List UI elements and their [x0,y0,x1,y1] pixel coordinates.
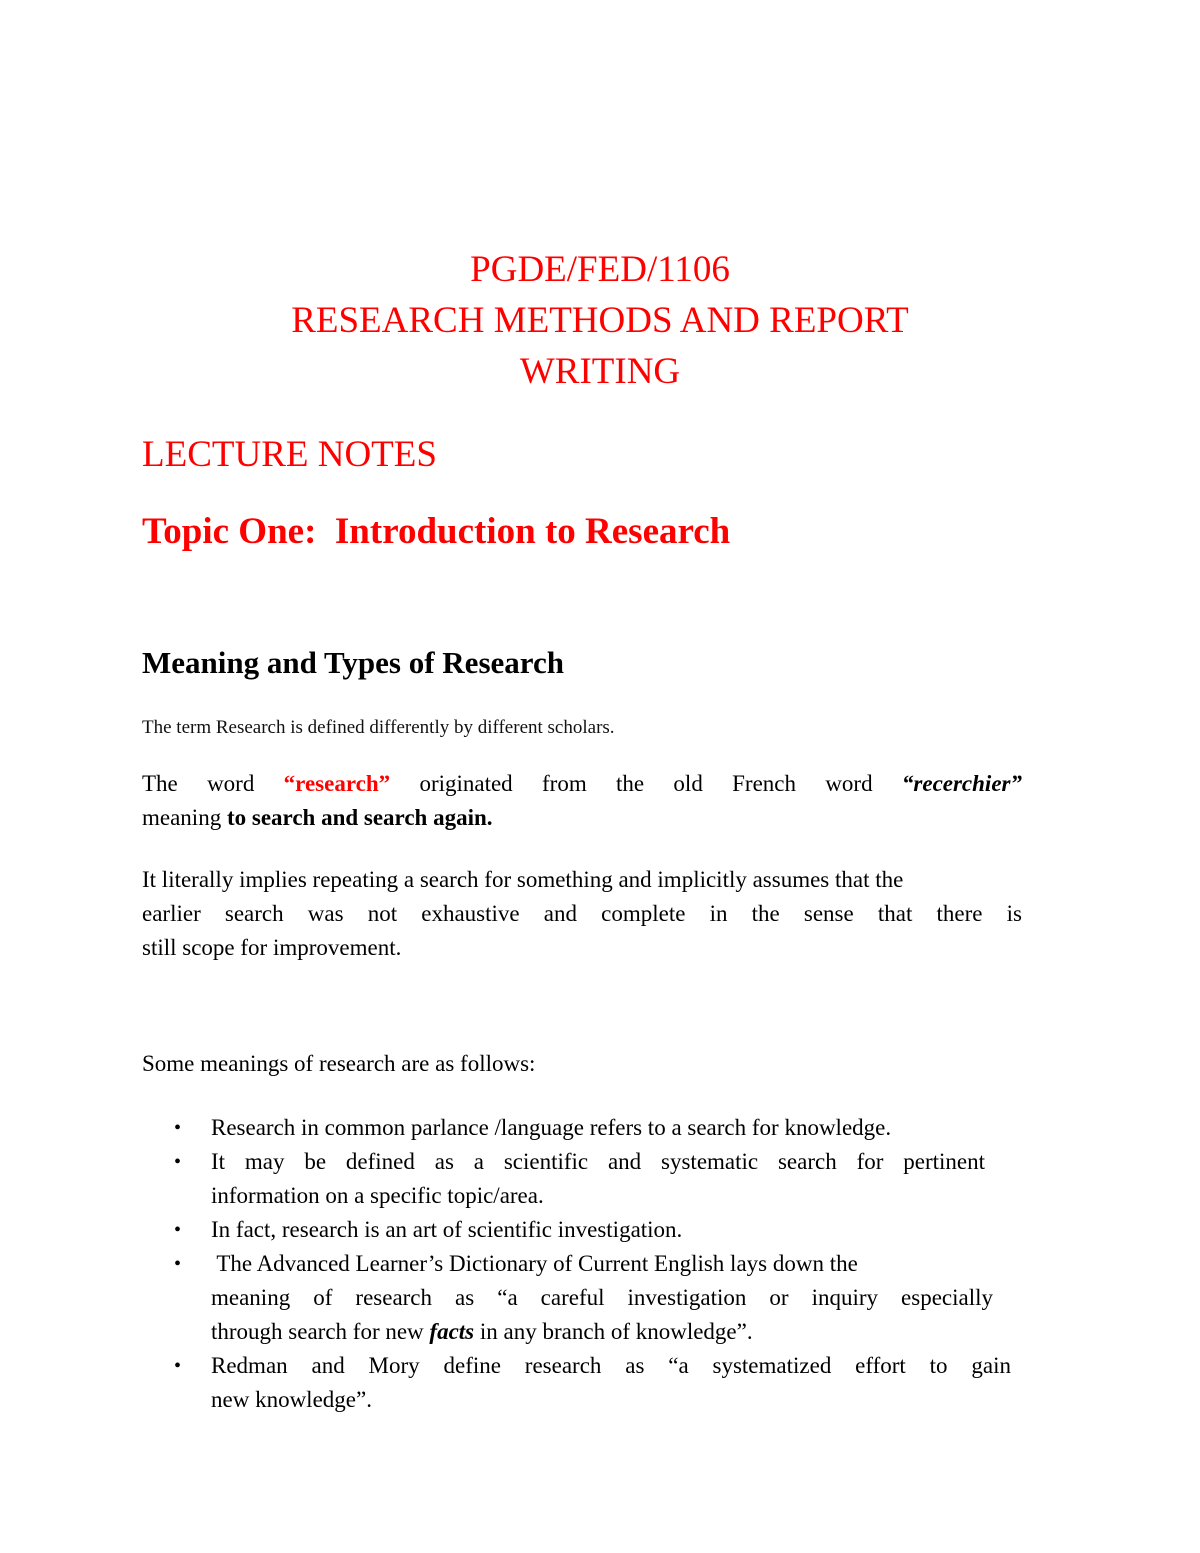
research-word: “research” [283,771,391,796]
bullet-icon: • [174,1151,182,1173]
french-word: “recerchier” [901,771,1022,796]
course-title-line-1: RESEARCH METHODS AND REPORT [291,300,909,341]
topic-heading: Topic One: Introduction to Research [142,511,731,552]
list-item-text: The Advanced Learner’s Dictionary of Current English lays down the [211,1251,858,1276]
lecture-notes-heading: LECTURE NOTES [142,434,437,475]
paragraph-implication-line-2: earlier search was not exhaustive and complete in the sense that there is [142,901,1022,926]
text-segment: originated from the old French word [390,771,902,796]
list-item-text: It may be defined as a scientific and systematic search for pertinent [211,1149,985,1174]
list-item [142,1349,1022,1417]
list-item-text: Research in common parlance /language refers to a search for knowledge. [211,1115,892,1140]
list-item [142,1111,1022,1145]
intro-sentence: The term Research is defined differently by different scholars. [142,717,615,738]
section-heading: Meaning and Types of Research [142,645,564,680]
paragraph-implication-line-1: It literally implies repeating a search for something and implicitly assumes that the [142,867,904,892]
bullet-icon: • [174,1253,182,1275]
text-segment: meaning [142,805,227,830]
list-item-text: meaning of research as “a careful investigation or inquiry especially [211,1285,993,1310]
bullet-icon: • [174,1355,182,1377]
paragraph-etymology [142,767,1022,835]
list-item-text [211,1315,1022,1349]
paragraph-implication [142,863,1022,965]
text-segment: The word [142,771,284,796]
list-item-text: information on a specific topic/area. [211,1183,544,1208]
text-segment: in any branch of knowledge”. [474,1319,753,1344]
meanings-list [142,1111,1022,1417]
list-item-text: new knowledge”. [211,1387,372,1412]
course-code: PGDE/FED/1106 [470,249,730,290]
text-segment: . [486,805,493,830]
list-item-text: In fact, research is an art of scientific investigation. [211,1217,683,1242]
facts-emphasis: facts [429,1319,475,1344]
bullet-icon: • [174,1219,182,1241]
list-item [142,1247,1022,1349]
list-item-text: Redman and Mory define research as “a systematized effort to gain [211,1353,1011,1378]
bullet-icon: • [174,1117,182,1139]
paragraph-etymology-line-1 [142,767,1022,801]
text-segment: through search for new [211,1319,430,1344]
list-item [142,1145,1022,1213]
meanings-intro: Some meanings of research are as follows: [142,1051,536,1076]
meaning-emphasis: to search and search again [226,805,487,830]
list-item [142,1213,1022,1247]
course-title-line-2: WRITING [519,351,681,392]
paragraph-implication-line-3: still scope for improvement. [142,935,402,960]
title-block [0,244,1200,397]
paragraph-etymology-line-2 [142,801,1022,835]
